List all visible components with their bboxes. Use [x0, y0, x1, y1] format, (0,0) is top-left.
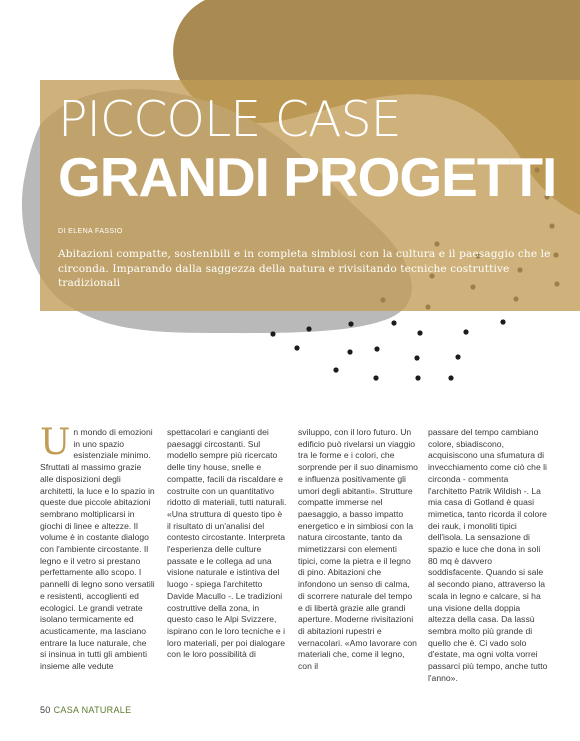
drop-cap: U	[40, 422, 71, 463]
column-1-text: n mondo di emozioni in uno spazio esistenziale minimo. Sfruttati al massimo grazie alle disposizioni degli architetti, la luce e lo spazio in queste due piccole abitazioni sembrano moltiplicarsi in giochi di linee e altezze. Il volume è in costante dialogo con l'ambiente circostante. Il legno e il vetro si prestano perfettamente allo scopo. I pannelli di legno sono versatili e resistenti, accoglienti ed ecologici. Le grandi vetrate isolano termicamente ed acusticamente, ma lasciano entrare la luce naturale, che si insinua in tutti gli ambienti insieme alle vedute	[40, 427, 155, 672]
page-number: 50	[40, 705, 51, 715]
headline-line-1: PICCOLE CASE	[58, 91, 401, 148]
body-column-3: sviluppo, con il loro futuro. Un edificio può rivelarsi un viaggio tra le forme e i colori, che sorprende per il suo dinamismo e influenza positivamente gli umori degli abitanti». Strutture compatte immerse nel paesaggio, a basso impatto energetico e in simbiosi con la natura circostante, tanto da mimetizzarsi con elementi tipici, come la pietra e il legno di pino. Abitazioni che infondono un senso di calma, di scorrere naturale del tempo e di libertà grazie alle grandi aperture. Moderne rivisitazioni di abitazioni rupestri e vernacolari. «Amo lavorare con materiali che, come il legno, con il	[298, 427, 418, 672]
body-column-2: spettacolari e cangianti dei paesaggi circostanti. Sul modello sempre più ricercato delle tiny house, snelle e compatte, facili da riscaldare e costruite con un quantitativo ridotto di materiali, tutti naturali. «Una struttura di questo tipo è il risultato di un'analisi del contesto circostante. Interpreta l'esperienza delle culture passate e le collega ad una visione naturale e istintiva del luogo - spiega l'architetto Davide Macullo -. Le tradizioni costruttive della zona, in questo caso le Alpi Svizzere, ispirano con le loro tecniche e i loro materiali, per poi dialogare con le loro possibilità di	[167, 427, 287, 660]
page-footer	[40, 705, 131, 715]
body-column-1	[40, 422, 155, 673]
body-column-4: passare del tempo cambiano colore, sbiadiscono, acquisiscono una sfumatura di invecchiamento come ciò che li circonda - commenta l'architetto Patrik Wildish -. La mia casa di Gotland è quasi mimetica, tanto ricorda il colore dei rauk, i monoliti tipici dell'isola. La sensazione di spazio e luce che dona in soli 80 mq è davvero soddisfacente. Quando si sale al secondo piano, attraverso la scala in legno e calcare, si ha una visione della doppia altezza della casa. Da lassù sembra molto più grande di quello che è. Ci vado solo d'estate, ma ogni volta vorrei passarci più tempo, anche tutto l'anno».	[428, 427, 548, 683]
author-byline: DI ELENA FASSIO	[58, 228, 123, 235]
magazine-name: CASA NATURALE	[53, 705, 132, 715]
headline-line-2: GRANDI PROGETTI	[58, 146, 557, 208]
standfirst-intro: Abitazioni compatte, sostenibili e in completa simbiosi con la cultura e il paesaggio che le circonda. Imparando dalla saggezza della natura e rivisitando tecniche costruttive tradizionali	[58, 248, 551, 289]
